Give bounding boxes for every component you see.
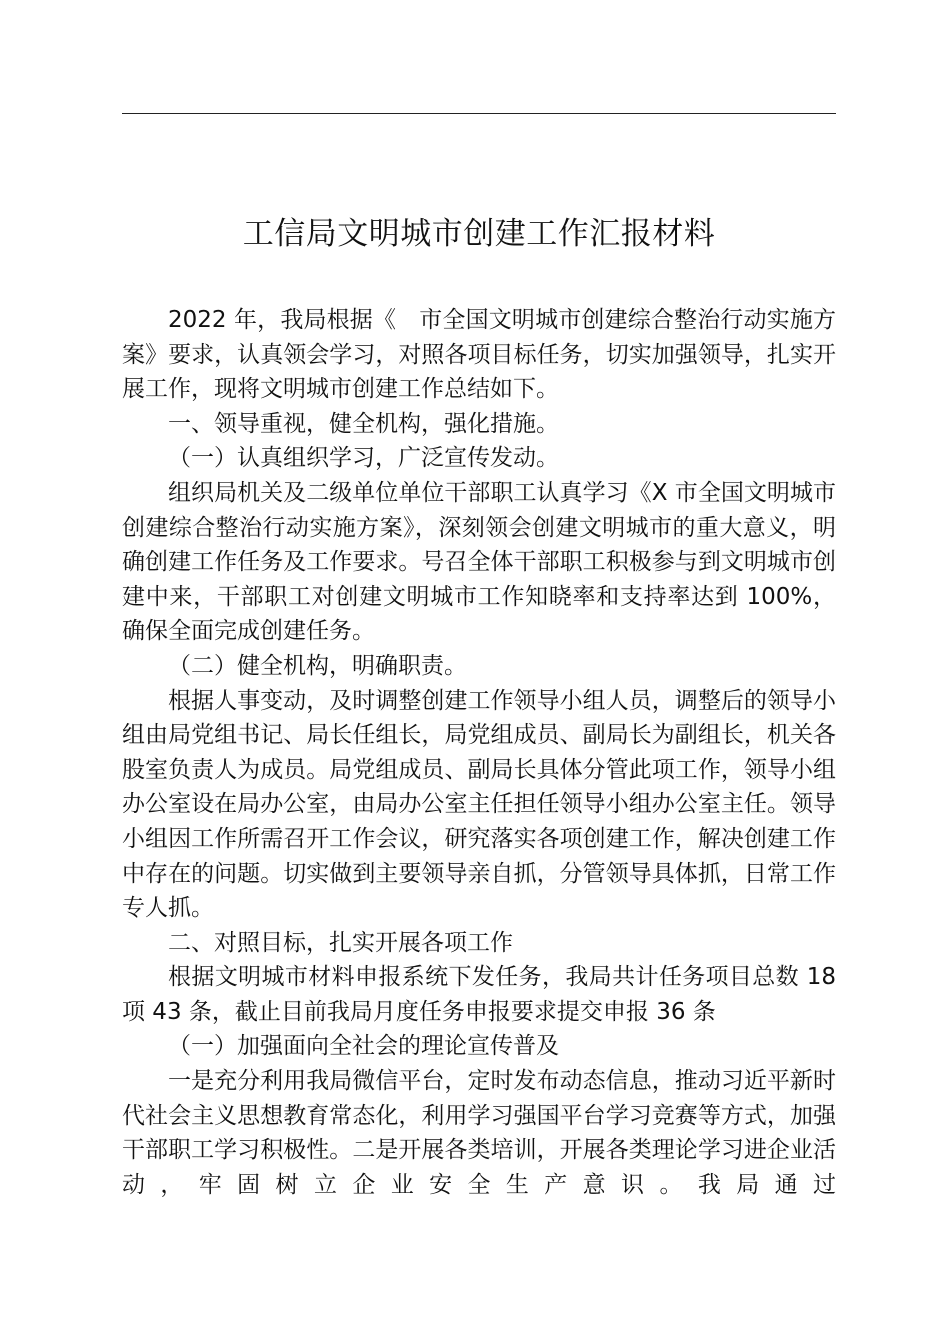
document-title: 工信局文明城市创建工作汇报材料 bbox=[242, 216, 716, 252]
subsection-heading-2-1: （一）加强面向全社会的理论宣传普及 bbox=[168, 1033, 559, 1060]
paragraph-propaganda: 一是充分利用我局微信平台，定时发布动态信息，推动习近平新时代社会主义思想教育常态化，利用学习强国平台学习竞赛等方式，加强干部职工学习积极性。二是开展各类培训，开展各类理论学习进企业活动，牢固树立企业安全生产意识。我局通过 bbox=[122, 1068, 836, 1198]
section-heading-2: 二、对照目标，扎实开展各项工作 bbox=[168, 929, 513, 956]
paragraph-study: 组织局机关及二级单位单位干部职工认真学习《X 市全国文明城市创建综合整治行动实施方案》，深刻领会创建文明城市的重大意义，明确创建工作任务及工作要求。号召全体干部职工积极参与到文明城市创建中来，干部职工对创建文明城市工作知晓率和支持率达到 100%，确保全面完成创建任务。 bbox=[122, 479, 836, 645]
header-rule bbox=[122, 113, 836, 114]
paragraph-tasks: 根据文明城市材料申报系统下发任务，我局共计任务项目总数 18 项 43 条，截止目前我局月度任务申报要求提交申报 36 条 bbox=[122, 964, 836, 1025]
subsection-heading-1-2: （二）健全机构，明确职责。 bbox=[168, 652, 467, 679]
paragraph-intro: 2022 年，我局根据《 市全国文明城市创建综合整治行动实施方案》要求，认真领会学习，对照各项目标任务，切实加强领导，扎实开展工作，现将文明城市创建工作总结如下。 bbox=[122, 307, 836, 403]
section-heading-1: 一、领导重视，健全机构，强化措施。 bbox=[168, 410, 559, 437]
document-body bbox=[122, 303, 836, 1202]
paragraph-organization: 根据人事变动，及时调整创建工作领导小组人员，调整后的领导小组由局党组书记、局长任组长，局党组成员、副局长为副组长，机关各股室负责人为成员。局党组成员、副局长具体分管此项工作，领导小组办公室设在局办公室，由局办公室主任担任领导小组办公室主任。领导小组因工作所需召开工作会议，研究落实各项创建工作，解决创建工作中存在的问题。切实做到主要领导亲自抓，分管领导具体抓，日常工作专人抓。 bbox=[122, 687, 836, 922]
subsection-heading-1-1: （一）认真组织学习，广泛宣传发动。 bbox=[168, 445, 559, 472]
